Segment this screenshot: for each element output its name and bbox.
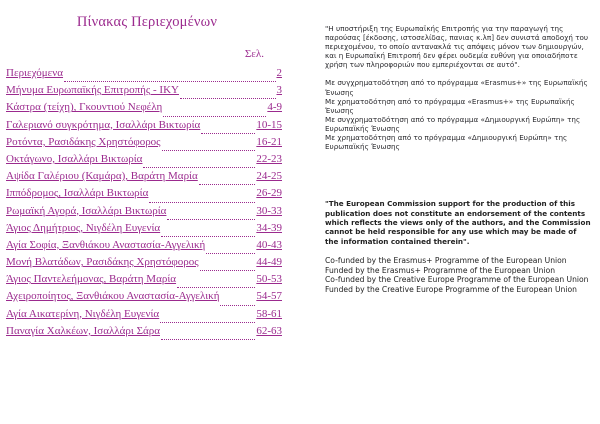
toc-entry-title[interactable]: Περιεχόμενα [6, 67, 64, 79]
toc-entry-pages[interactable]: 2 [276, 67, 282, 79]
toc-entry-pages[interactable]: 54-57 [256, 290, 282, 303]
table-of-contents [6, 14, 282, 342]
toc-entry-title[interactable]: Παναγία Χαλκέων, Ισαλλάρι Σάρα [6, 324, 160, 337]
toc-dot-leader [163, 115, 266, 117]
toc-entry-pages[interactable]: 58-61 [256, 307, 282, 320]
toc-entry[interactable] [6, 153, 282, 170]
toc-entry-title[interactable]: Αψίδα Γαλέριου (Καμάρα), Βαράτη Μαρία [6, 170, 198, 183]
toc-entry-title[interactable]: Κάστρα (τείχη), Γκουντιού Νεφέλη [6, 101, 163, 114]
english-funding-credits [325, 256, 591, 294]
toc-entry-title[interactable]: Αγία Αικατερίνη, Νιγδέλη Ευγενία [6, 307, 160, 320]
toc-entry-title[interactable]: Αχειροποίητος, Ξανθιάκου Αναστασία-Αγγελική [6, 290, 220, 303]
toc-entry[interactable] [6, 290, 282, 307]
greek-credit-line: Με συγχρηματοδότηση από το πρόγραμμα «Δημιουργική Ευρώπη» της Ευρωπαϊκής Ένωσης [325, 114, 581, 133]
toc-entry[interactable] [6, 187, 282, 204]
english-credit-line: Co-funded by the Erasmus+ Programme of the European Union [325, 256, 567, 266]
toc-dot-leader [162, 149, 256, 151]
toc-entry[interactable] [6, 239, 282, 256]
toc-dot-leader [200, 269, 256, 271]
greek-credit-line: Με χρηματοδότηση από το πρόγραμμα «Δημιουργική Ευρώπη» της Ευρωπαϊκής Ένωσης [325, 133, 568, 152]
toc-entry[interactable] [6, 84, 282, 101]
toc-list [6, 67, 282, 342]
greek-credit-line: Με συγχρηματοδότηση από το πρόγραμμα «Erasmus+» της Ευρωπαϊκής Ένωσης [325, 78, 588, 97]
english-credit-line: Co-funded by the Creative Europe Programme of the European Union [325, 275, 589, 285]
toc-entry-pages[interactable]: 44-49 [256, 256, 282, 269]
toc-dot-leader [160, 321, 255, 323]
toc-entry[interactable] [6, 222, 282, 239]
toc-dot-leader [64, 80, 275, 82]
toc-dot-leader [206, 252, 255, 254]
toc-entry[interactable] [6, 273, 282, 290]
toc-dot-leader [180, 97, 276, 99]
toc-dot-leader [199, 183, 256, 185]
toc-entry[interactable] [6, 67, 282, 84]
toc-entry[interactable] [6, 136, 282, 153]
toc-entry-title[interactable]: Μήνυμα Ευρωπαϊκής Επιτροπής - ΙΚΥ [6, 84, 179, 97]
toc-entry-title[interactable]: Ροτόντα, Ρασιδάκης Χρηστόφορος [6, 135, 161, 148]
toc-dot-leader [177, 286, 255, 288]
toc-dot-leader [167, 218, 255, 220]
toc-entry-pages[interactable]: 30-33 [256, 204, 282, 217]
toc-entry-pages[interactable]: 24-25 [256, 170, 282, 183]
toc-entry[interactable] [6, 308, 282, 325]
toc-entry-pages[interactable]: 40-43 [256, 238, 282, 251]
toc-entry-title[interactable]: Οκτάγωνο, Ισαλλάρι Βικτωρία [6, 152, 143, 165]
toc-entry-pages[interactable]: 62-63 [256, 324, 282, 337]
english-credit-line: Funded by the Creative Europe Programme of the European Union [325, 285, 577, 295]
toc-entry[interactable] [6, 325, 282, 342]
toc-entry-pages[interactable]: 34-39 [256, 221, 282, 234]
toc-dot-leader [161, 338, 255, 340]
toc-entry-pages[interactable]: 4-9 [267, 101, 282, 114]
toc-dot-leader [143, 166, 255, 168]
toc-dot-leader [220, 304, 255, 306]
greek-funding-credits [325, 78, 591, 151]
toc-dot-leader [161, 235, 255, 237]
toc-entry-pages[interactable]: 50-53 [256, 273, 282, 286]
english-disclaimer: "The European Commission support for the production of this publication does not constitute an endorsement of the contents which reflects the views only of the authors, and the Commission cannot be held responsible for any use which may be made of the information contained therein". [325, 199, 591, 246]
toc-title: Πίνακας Περιεχομένων [76, 14, 218, 30]
toc-entry-pages[interactable]: 22-23 [256, 152, 282, 165]
toc-dot-leader [201, 132, 255, 134]
english-credit-line: Funded by the Erasmus+ Programme of the European Union [325, 265, 556, 275]
greek-disclaimer: "Η υποστήριξη της Ευρωπαϊκής Επιτροπής για την παραγωγή της παρούσας [έκδοσης, ιστοσελίδας, πανιας κ.λπ] δεν συνιστά αποδοχή του περιεχομένου, το οποίο αντανακλά τις απόψεις μόνον των δημιουργών, και η Ευρωπαϊκή Επιτροπή δεν φέρει ουδεμία ευθύνη για οποιαδήποτε χρήση των πληροφοριών που εμπεριέχονται σε αυτό". [325, 24, 589, 70]
toc-entry-pages[interactable]: 3 [276, 84, 282, 97]
toc-entry-title[interactable]: Μονή Βλατάδων, Ρασιδάκης Χρηστόφορος [6, 256, 199, 269]
toc-entry-title[interactable]: Άγιος Δημήτριος, Νιγδέλη Ευγενία [6, 221, 161, 234]
toc-entry[interactable] [6, 256, 282, 273]
toc-entry-pages[interactable]: 16-21 [256, 135, 282, 148]
toc-entry-title[interactable]: Άγιος Παντελεήμονας, Βαράτη Μαρία [6, 273, 177, 286]
toc-entry[interactable] [6, 205, 282, 222]
toc-entry[interactable] [6, 170, 282, 187]
toc-entry[interactable] [6, 119, 282, 136]
toc-entry[interactable] [6, 101, 282, 118]
toc-dot-leader [149, 201, 255, 203]
toc-entry-title[interactable]: Ιππόδρομος, Ισαλλάρι Βικτωρία [6, 187, 149, 200]
funding-notices [325, 24, 591, 295]
greek-credit-line: Με χρηματοδότηση από το πρόγραμμα «Erasmus+» της Ευρωπαϊκής Ένωσης [325, 96, 575, 115]
toc-entry-pages[interactable]: 10-15 [256, 118, 282, 131]
toc-entry-pages[interactable]: 26-29 [256, 187, 282, 200]
toc-entry-title[interactable]: Ρωμαϊκή Αγορά, Ισαλλάρι Βικτωρία [6, 204, 167, 217]
toc-entry-title[interactable]: Αγία Σοφία, Ξανθιάκου Αναστασία-Αγγελική [6, 238, 206, 251]
toc-entry-title[interactable]: Γαλεριανό συγκρότημα, Ισαλλάρι Βικτωρία [6, 118, 201, 131]
page-column-label: Σελ. [244, 48, 264, 60]
